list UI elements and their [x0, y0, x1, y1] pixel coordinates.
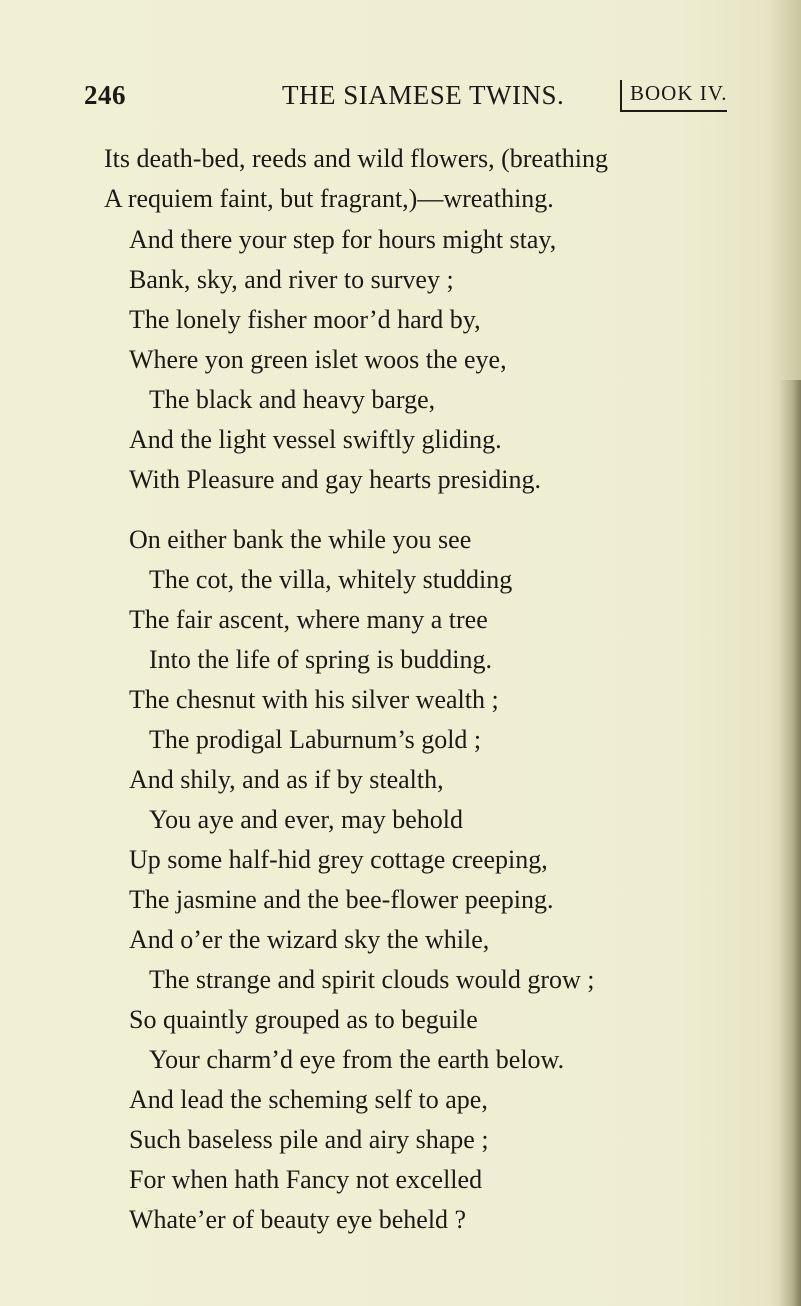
verse-line: And lead the scheming self to ape, [129, 1085, 488, 1114]
verse-line: The jasmine and the bee-flower peeping. [129, 885, 554, 914]
verse-line: The black and heavy barge, [149, 385, 436, 414]
verse-line: Into the life of spring is budding. [149, 645, 493, 674]
verse-line: And there your step for hours might stay, [129, 225, 557, 254]
verse-line: So quaintly grouped as to beguile [129, 1005, 478, 1034]
verse-line: Such baseless pile and airy shape ; [129, 1125, 489, 1154]
page-edge-shadow [779, 380, 801, 1306]
verse-line: Bank, sky, and river to survey ; [129, 265, 454, 294]
running-head [0, 80, 801, 120]
verse-line: Its death-bed, reeds and wild flowers, (breathing [104, 144, 608, 173]
verse-line: Where yon green islet woos the eye, [129, 345, 507, 374]
verse-line: You aye and ever, may behold [149, 805, 464, 834]
verse-line: And o’er the wizard sky the while, [129, 925, 490, 954]
verse-line: For when hath Fancy not excelled [129, 1165, 483, 1194]
page-number: 246 [84, 80, 126, 110]
book-reference: BOOK IV. [620, 80, 727, 112]
verse-line: The lonely fisher moor’d hard by, [129, 305, 481, 334]
verse-line: A requiem faint, but fragrant,)—wreathing. [104, 184, 554, 213]
verse-line: With Pleasure and gay hearts presiding. [129, 465, 541, 494]
verse-line: The chesnut with his silver wealth ; [129, 685, 499, 714]
verse-line: The fair ascent, where many a tree [129, 605, 488, 634]
running-title: THE SIAMESE TWINS. [282, 80, 565, 110]
verse-line: Your charm’d eye from the earth below. [149, 1045, 565, 1074]
verse-line: Up some half-hid grey cottage creeping, [129, 845, 548, 874]
verse-line: On either bank the while you see [129, 525, 472, 554]
verse-line: And the light vessel swiftly gliding. [129, 425, 502, 454]
verse-line: The prodigal Laburnum’s gold ; [149, 725, 482, 754]
verse-line: The cot, the villa, whitely studding [149, 565, 513, 594]
verse-line: And shily, and as if by stealth, [129, 765, 444, 794]
verse-line: Whate’er of beauty eye beheld ? [129, 1205, 467, 1234]
verse-line: The strange and spirit clouds would grow ; [149, 965, 595, 994]
